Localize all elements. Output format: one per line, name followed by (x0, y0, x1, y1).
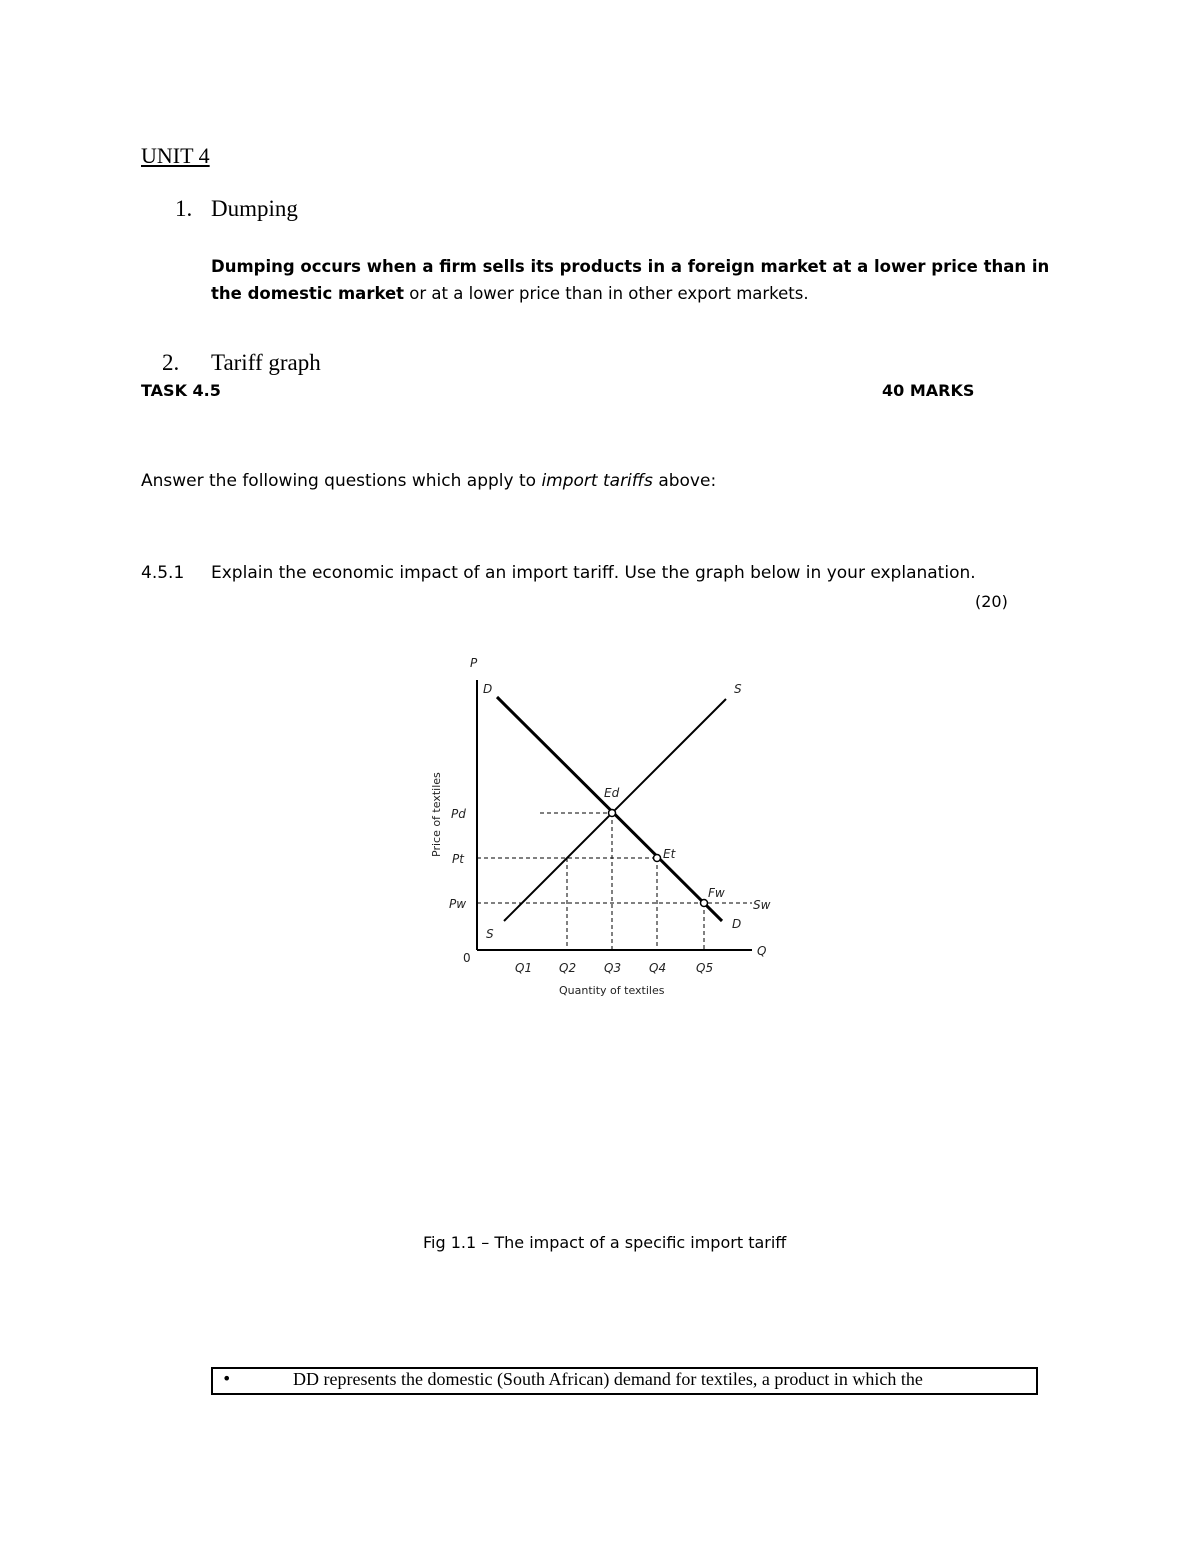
origin-label: 0 (463, 951, 471, 965)
y-axis-letter: P (470, 656, 478, 670)
list-title: Tariff graph (211, 350, 321, 375)
guide-lines (477, 813, 752, 950)
world-supply-label: Sw (753, 898, 771, 912)
ed-label: Ed (604, 786, 620, 800)
task-marks: 40 MARKS (882, 381, 975, 400)
definition-rest: or at a lower price than in other export markets. (404, 284, 809, 303)
pt-label: Pt (452, 852, 464, 866)
question-number: 4.5.1 (141, 563, 185, 583)
fw-label: Fw (708, 886, 725, 900)
list-title: Dumping (211, 196, 298, 221)
point-fw (701, 900, 708, 907)
point-ed (609, 810, 616, 817)
point-et (654, 855, 661, 862)
y-axis-title: Price of textiles (430, 772, 443, 857)
bullet-text: DD represents the domestic (South African) demand for textiles, a product in which the (293, 1369, 923, 1389)
x-axis-title: Quantity of textiles (559, 984, 665, 997)
task-label: TASK 4.5 (141, 381, 221, 400)
definition-bold: Dumping occurs when a firm sells its products in a foreign market at a lower price than in the domestic market (211, 257, 1050, 303)
q5-label: Q5 (696, 961, 714, 975)
question-marks: (20) (975, 592, 1008, 611)
demand-label-top: D (483, 682, 493, 696)
instruction-italic: import tariffs (541, 471, 653, 491)
q4-label: Q4 (649, 961, 667, 975)
list-number: 2. (162, 350, 180, 375)
unit-heading: UNIT 4 (141, 143, 210, 168)
pd-label: Pd (451, 807, 466, 821)
q2-label: Q2 (559, 961, 577, 975)
figure-caption: Fig 1.1 – The impact of a specific import tariff (423, 1233, 787, 1252)
demand-curve (497, 697, 722, 921)
question-text: Explain the economic impact of an import tariff. Use the graph below in your explanation. (211, 563, 976, 583)
et-label: Et (663, 847, 676, 861)
demand-label-bottom: D (732, 917, 742, 931)
pw-label: Pw (449, 897, 467, 911)
instruction-after: above: (652, 471, 717, 491)
list-number: 1. (175, 196, 193, 221)
q1-label: Q1 (515, 961, 533, 975)
supply-label-bottom: S (486, 927, 494, 941)
bullet-symbol: • (222, 1369, 232, 1388)
x-axis-letter: Q (757, 944, 767, 958)
supply-label-top: S (734, 682, 742, 696)
q3-label: Q3 (604, 961, 622, 975)
instruction-before: Answer the following questions which apply to (141, 471, 542, 491)
